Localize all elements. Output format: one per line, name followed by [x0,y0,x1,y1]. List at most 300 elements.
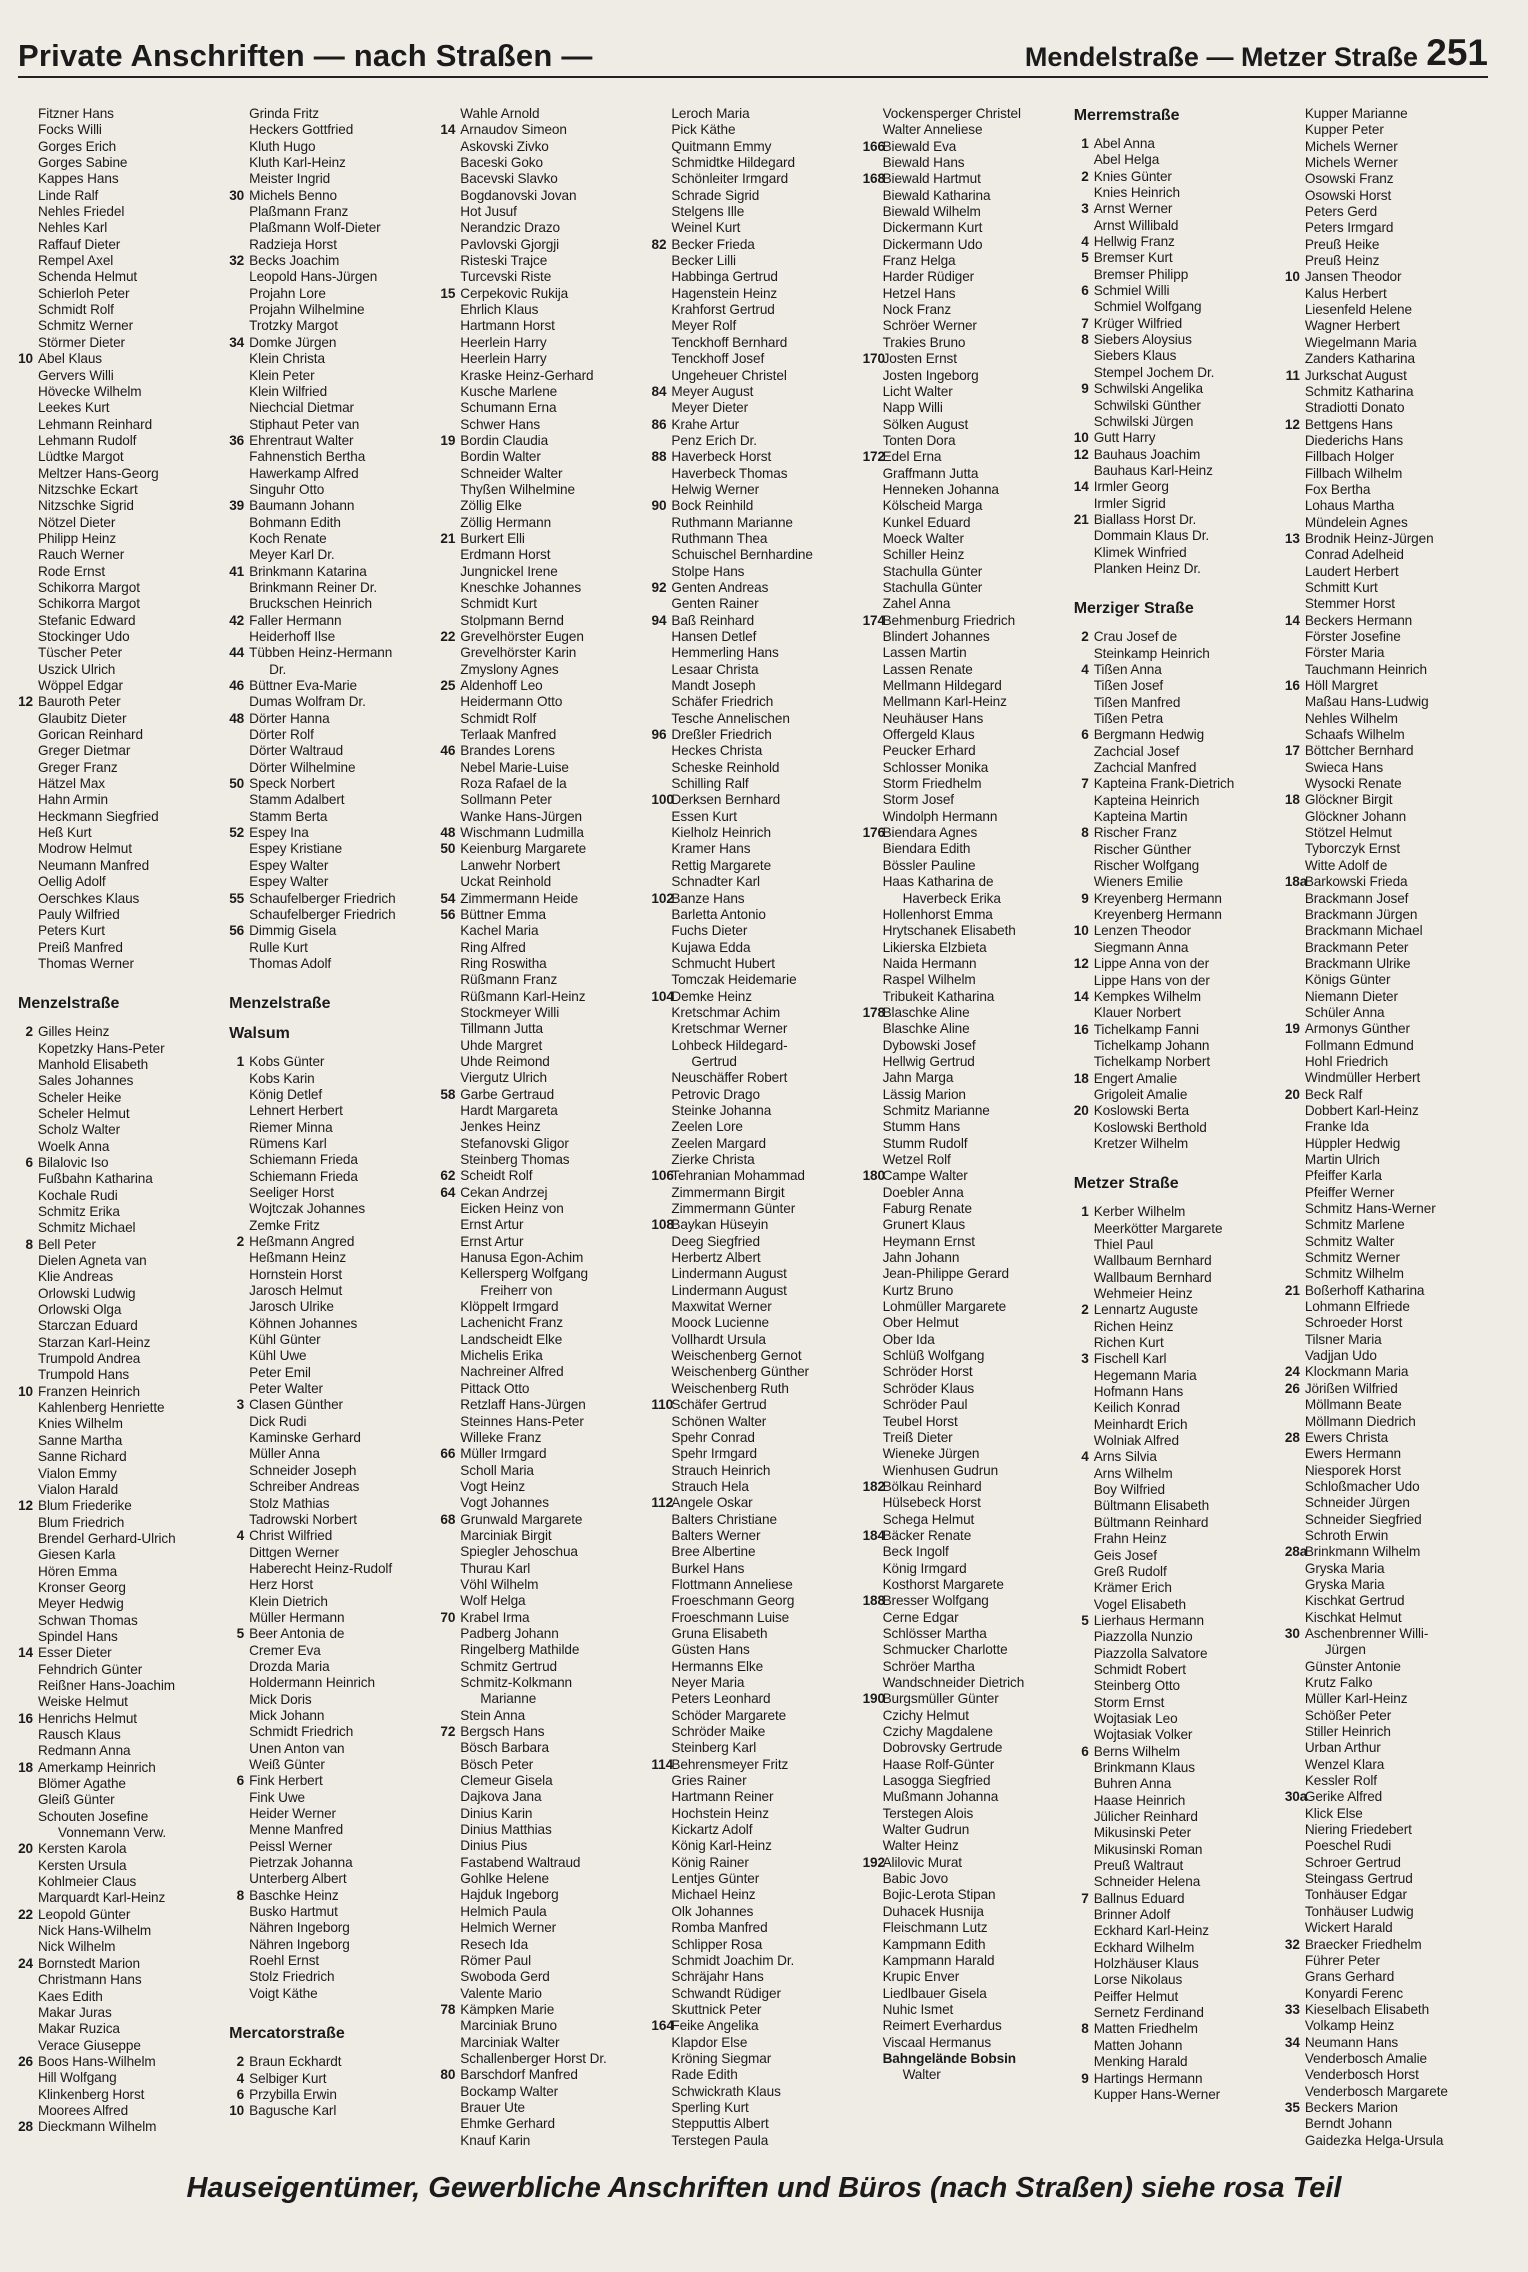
list-item [1070,1940,1277,1956]
resident-name: Witte Adolf de [1304,857,1388,873]
resident-name: Möllmann Diedrich [1304,1413,1416,1429]
resident-name: Schmitz Marlene [1304,1217,1405,1233]
list-item [225,694,432,710]
house-number: 12 [18,694,33,710]
list-item [1281,466,1488,482]
list-item [14,449,221,465]
house-number: 80 [440,2067,456,2083]
resident-name: Baß Reinhard [671,612,755,628]
list-item [1281,1691,1488,1707]
resident-name: Bohmann Edith [249,514,341,530]
list-item [1281,1479,1488,1495]
list-item [1070,496,1277,512]
resident-name: Greger Dietmar [38,743,131,759]
resident-name: Turcevski Riste [460,269,552,285]
list-item [859,1021,1066,1037]
list-item [859,1103,1066,1119]
list-item [225,678,432,694]
resident-name: Zeelen Margard [671,1135,766,1151]
resident-name: Gleiß Günter [38,1792,115,1808]
list-item [436,940,643,956]
house-number: 1 [1081,136,1089,151]
resident-name: Richen Kurt [1093,1335,1164,1351]
house-number: 16 [18,1710,33,1726]
resident-name: Mellmann Hildegard [882,678,1002,694]
resident-name: Müller Hermann [249,1609,345,1625]
list-item [436,1937,643,1953]
list-item [225,1365,432,1381]
resident-name: Cekan Andrzej [460,1184,548,1200]
list-item [1281,1561,1488,1577]
resident-name: Biewald Eva [882,138,957,154]
resident-name: Heymann Ernst [882,1233,975,1249]
resident-name: Walter [902,2067,941,2083]
resident-name: Klein Dietrich [249,1593,328,1609]
resident-name: Neyer Maria [671,1675,745,1690]
list-item [1070,185,1277,201]
list-item [225,1937,432,1953]
resident-name: Meyer Dieter [671,400,749,416]
resident-name: Schiemann Frieda [249,1152,358,1168]
house-number: 106 [651,1168,674,1184]
resident-name: Projahn Lore [249,285,326,301]
list-item [225,1185,432,1201]
list-item [1070,1449,1277,1465]
house-number: 70 [440,1609,456,1625]
list-item [859,466,1066,482]
list-item [436,1136,643,1152]
resident-name: Fischell Karl [1093,1351,1167,1367]
list-item [859,1855,1066,1871]
house-number: 35 [1284,2099,1300,2115]
list-item [1281,1528,1488,1544]
list-item [1281,989,1488,1005]
resident-name: Conrad Adelheid [1304,547,1404,563]
house-number: 14 [440,122,456,138]
house-number: 18 [1073,1070,1089,1086]
list-item [859,302,1066,318]
resident-name: Menking Harald [1093,2054,1188,2070]
list-item [436,1724,643,1740]
resident-name: Edel Erna [882,449,942,465]
list-item [436,858,643,874]
resident-name: Knies Wilhelm [38,1416,123,1432]
house-number: 1 [236,1054,245,1070]
list-item [436,743,643,759]
resident-name: Gruna Elisabeth [671,1625,768,1641]
house-number: 82 [651,236,667,252]
list-item [436,139,643,155]
house-number: 10 [18,351,33,367]
list-item [14,1956,221,1972]
list-item [436,498,643,514]
resident-name: Piazzolla Nunzio [1093,1629,1193,1645]
list-item [647,1822,854,1838]
house-number: 3 [1081,1351,1089,1367]
resident-name: Kunkel Eduard [882,514,971,530]
list-item [859,1168,1066,1184]
list-item [14,1335,221,1351]
house-number: 192 [862,1854,885,1870]
resident-name: Tißen Petra [1093,711,1164,726]
resident-name: Zimmermann Birgit [671,1184,785,1200]
house-number: 56 [229,923,245,939]
resident-name: Bäcker Renate [882,1527,972,1543]
resident-name: Grevelhörster Karin [460,645,577,661]
list-item [225,400,432,416]
resident-name: Schöder Margarete [671,1707,787,1723]
resident-name: Hardt Margareta [460,1102,558,1118]
list-item [225,351,432,367]
resident-name: Neumann Manfred [38,857,150,873]
resident-name: Lohbeck Hildegard- [671,1037,788,1053]
list-item [14,580,221,596]
resident-name: Schenda Helmut [38,269,138,285]
list-item [225,858,432,874]
list-item [859,662,1066,678]
house-number: 58 [440,1086,456,1102]
list-item [1070,2021,1277,2037]
house-number: 28 [18,2119,33,2135]
resident-name: Fox Bertha [1304,481,1371,497]
resident-name: Josten Ernst [882,351,957,367]
resident-name: Schneider Jürgen [1304,1495,1410,1511]
resident-name: Weischenberg Günther [671,1364,809,1380]
resident-name: Christ Wilfried [249,1528,333,1544]
house-number: 174 [862,612,885,628]
resident-name: Heerlein Harry [460,351,547,367]
house-number: 32 [1284,1936,1300,1952]
resident-name: Klein Christa [249,351,325,367]
resident-name: Siegmann Anna [1093,939,1189,955]
resident-name: Nick Wilhelm [38,1939,116,1955]
resident-name: Schroer Gertrud [1304,1854,1401,1870]
list-item [647,351,854,367]
house-number: 7 [1081,315,1089,331]
resident-name: Dreßler Friedrich [671,727,772,743]
list-item [436,1626,643,1642]
list-item [14,907,221,923]
list-item [14,825,221,841]
resident-name: Ehrlich Klaus [460,302,539,318]
list-item [436,1168,643,1184]
list-item [859,1675,1066,1691]
house-number: 26 [1284,1380,1300,1396]
list-item [1281,1005,1488,1021]
list-item [1281,1495,1488,1511]
resident-name: Stachulla Günter [882,563,983,579]
list-item [859,1871,1066,1887]
list-item [859,1201,1066,1217]
list-item [859,1969,1066,1985]
resident-name: Angele Oskar [671,1495,753,1511]
resident-name: Schüler Anna [1304,1004,1385,1020]
list-item [647,1332,854,1348]
resident-name: Gorges Erich [38,138,117,154]
list-item [14,302,221,318]
resident-name: Unen Anton van [249,1740,345,1756]
list-item [647,1381,854,1397]
list-item [647,727,854,743]
resident-name: Schmidt Robert [1093,1661,1186,1677]
resident-name: Kaminske Gerhard [249,1430,361,1446]
resident-name: Mick Johann [249,1707,325,1723]
list-item [859,1479,1066,1495]
list-item [225,2103,432,2119]
resident-name: Wahle Arnold [460,106,540,121]
resident-name: Lüdtke Margot [38,449,124,465]
list-item [1281,433,1488,449]
list-item [225,613,432,629]
resident-name: Meerkötter Margarete [1093,1220,1223,1236]
resident-name: Uckat Reinhold [460,874,552,890]
resident-name: Kurtz Bruno [882,1282,954,1298]
list-item [225,384,432,400]
resident-name: Marciniak Walter [460,2034,560,2050]
resident-name: Clemeur Gisela [460,1773,553,1789]
list-item [14,155,221,171]
list-item [1281,1708,1488,1724]
resident-name: Faller Hermann [249,612,342,628]
list-item [1281,1038,1488,1054]
resident-name: Meinhardt Erich [1093,1416,1188,1432]
resident-name: Jahn Johann [882,1250,960,1266]
resident-name: Willeke Franz [460,1429,542,1445]
resident-name: Lindermann August [671,1266,787,1282]
list-item [859,1250,1066,1266]
resident-name: Büttner Eva-Marie [249,678,357,694]
resident-name: Zimmermann Günter [671,1201,796,1217]
list-item [1070,1972,1277,1988]
list-item [14,1171,221,1187]
resident-name: Schnadter Karl [671,874,760,890]
resident-name: Storm Friedhelm [882,776,982,792]
list-item [859,2018,1066,2034]
list-item [225,204,432,220]
list-item [1070,1286,1277,1302]
resident-name: Brackmann Josef [1304,890,1409,906]
list-item [859,498,1066,514]
list-item [859,1708,1066,1724]
list-item [859,1136,1066,1152]
list-item [1281,1103,1488,1119]
resident-name: Stumm Hans [882,1119,961,1135]
resident-name: Gryska Maria [1304,1560,1385,1576]
list-item [225,417,432,433]
resident-name: Gries Rainer [671,1773,747,1789]
resident-name: Bojic-Lerota Stipan [882,1887,996,1903]
resident-name: Ballnus Eduard [1093,1890,1185,1906]
list-item [647,547,854,563]
list-item [225,1822,432,1838]
list-item [1070,1221,1277,1237]
resident-name: Marciniak Bruno [460,2018,557,2034]
resident-name: Haberecht Heinz-Rudolf [249,1560,393,1576]
list-item [14,891,221,907]
resident-name: Kobs Karin [249,1070,315,1086]
directory-column [647,106,854,2148]
list-item [1281,155,1488,171]
resident-name: Marianne [480,1691,537,1707]
resident-name: Klockmann Maria [1304,1364,1409,1380]
list-item [1070,1580,1277,1596]
resident-name: Busko Hartmut [249,1904,338,1920]
house-number: 4 [1081,234,1089,250]
resident-name: Schikorra Margot [38,579,140,595]
resident-name: Marciniak Birgit [460,1527,552,1543]
resident-name: Scheidt Rolf [460,1168,533,1184]
list-item [225,1904,432,1920]
resident-name: Orlowski Ludwig [38,1285,136,1301]
resident-name: Dickermann Udo [882,236,983,252]
list-item [14,1727,221,1743]
resident-name: Terstegen Paula [671,2132,769,2148]
list-item [859,989,1066,1005]
list-item [1070,430,1277,446]
list-item [14,596,221,612]
list-item [14,237,221,253]
list-item [1070,1335,1277,1351]
house-number: 110 [651,1397,674,1413]
list-item [647,1430,854,1446]
resident-name: Matten Friedhelm [1093,2021,1198,2037]
list-item [436,220,643,236]
list-item [14,645,221,661]
resident-name: Fuchs Dieter [671,923,748,939]
resident-name: Schmidt Rolf [460,710,537,726]
list-item [1281,1626,1488,1642]
list-item [225,155,432,171]
list-item [436,384,643,400]
resident-name: Blindert Johannes [882,629,990,644]
list-item [14,1139,221,1155]
resident-name: Vonnemann Verw. [58,1825,167,1841]
list-item [1070,381,1277,397]
list-item [1281,1299,1488,1315]
resident-name: Beck Ralf [1304,1086,1363,1102]
list-item [859,874,1066,890]
resident-name: Unterberg Albert [249,1871,347,1887]
resident-name: Schräjahr Hans [671,1969,764,1985]
list-item [1070,561,1277,577]
resident-name: Brackmann Ulrike [1304,955,1411,971]
resident-name: Preuß Heinz [1304,253,1380,269]
resident-name: Bettgens Hans [1304,416,1393,432]
resident-name: Gervers Willi [38,367,114,383]
list-item [647,1675,854,1691]
list-item [647,629,854,645]
list-item [1070,1005,1277,1021]
list-item [1281,1937,1488,1953]
list-item [1070,1662,1277,1678]
list-item [647,792,854,808]
resident-name: Planken Heinz Dr. [1093,560,1201,576]
list-item [14,1416,221,1432]
resident-name: Boy Wilfried [1093,1482,1166,1498]
list-item [647,1283,854,1299]
resident-name: Treiß Dieter [882,1429,953,1445]
list-item [647,1691,854,1707]
resident-name: Pavlovski Gjorgji [460,236,560,252]
resident-name: Rausch Klaus [38,1727,121,1742]
list-item [225,1299,432,1315]
list-item [859,547,1066,563]
list-item [647,1315,854,1331]
resident-name: Kramer Hans [671,841,751,857]
resident-name: Dieckmann Wilhelm [38,2119,157,2135]
directory-column [225,106,432,2136]
resident-name: Schmiel Wolfgang [1093,299,1202,315]
resident-name: Bresser Wolfgang [882,1593,989,1609]
list-item [1070,218,1277,234]
resident-name: Rauch Werner [38,547,125,563]
resident-name: Keilich Konrad [1093,1400,1180,1416]
list-item [859,1724,1066,1740]
list-item [647,891,854,907]
house-number: 7 [1081,1890,1089,1906]
resident-name: Siebers Klaus [1093,348,1177,364]
list-item [647,220,854,236]
resident-name: Jülicher Reinhard [1093,1809,1198,1824]
list-item [1070,825,1277,841]
list-item [859,253,1066,269]
resident-name: Hornstein Horst [249,1266,343,1282]
house-number: 8 [1081,825,1089,841]
list-item [1070,1302,1277,1318]
list-item [859,1642,1066,1658]
house-number: 4 [1081,1449,1089,1465]
resident-name: Schmidt Friedrich [249,1724,354,1740]
resident-name: Geis Josef [1093,1547,1157,1563]
resident-name: Blömer Agathe [38,1776,126,1792]
list-item [647,2100,854,2116]
resident-name: Bree Albertine [671,1544,756,1560]
list-item [14,809,221,825]
resident-name: Helmich Werner [460,1920,557,1936]
list-item [436,629,643,645]
list-item [225,1986,432,2002]
resident-name: Rempel Axel [38,253,114,269]
list-item [1070,1466,1277,1482]
list-item [14,1433,221,1449]
resident-name: Heß Kurt [38,825,92,841]
resident-name: Blum Friederike [38,1498,132,1514]
list-item [436,989,643,1005]
list-item [1070,923,1277,939]
list-item [225,1463,432,1479]
resident-name: Blaschke Aline [882,1004,970,1020]
resident-name: Brackmann Jürgen [1304,906,1418,922]
list-item [14,188,221,204]
list-item [647,1904,854,1920]
resident-name: Henrichs Helmut [38,1710,137,1726]
list-item [647,466,854,482]
resident-name: Schouten Josefine [38,1808,149,1824]
resident-name: Klauer Norbert [1093,1005,1181,1021]
list-item [647,760,854,776]
resident-name: Schmucht Hubert [671,955,775,971]
list-item [647,1773,854,1789]
resident-name: Viscaal Hermanus [882,2034,992,2050]
list-item [14,1024,221,1040]
list-item [1070,169,1277,185]
resident-name: Nehles Wilhelm [1304,710,1398,726]
list-item [859,2002,1066,2018]
list-item [1070,1825,1277,1841]
resident-name: Peters Gerd [1304,204,1378,220]
resident-name: Gorican Reinhard [38,727,143,743]
resident-name: Spehr Irmgard [671,1446,758,1462]
